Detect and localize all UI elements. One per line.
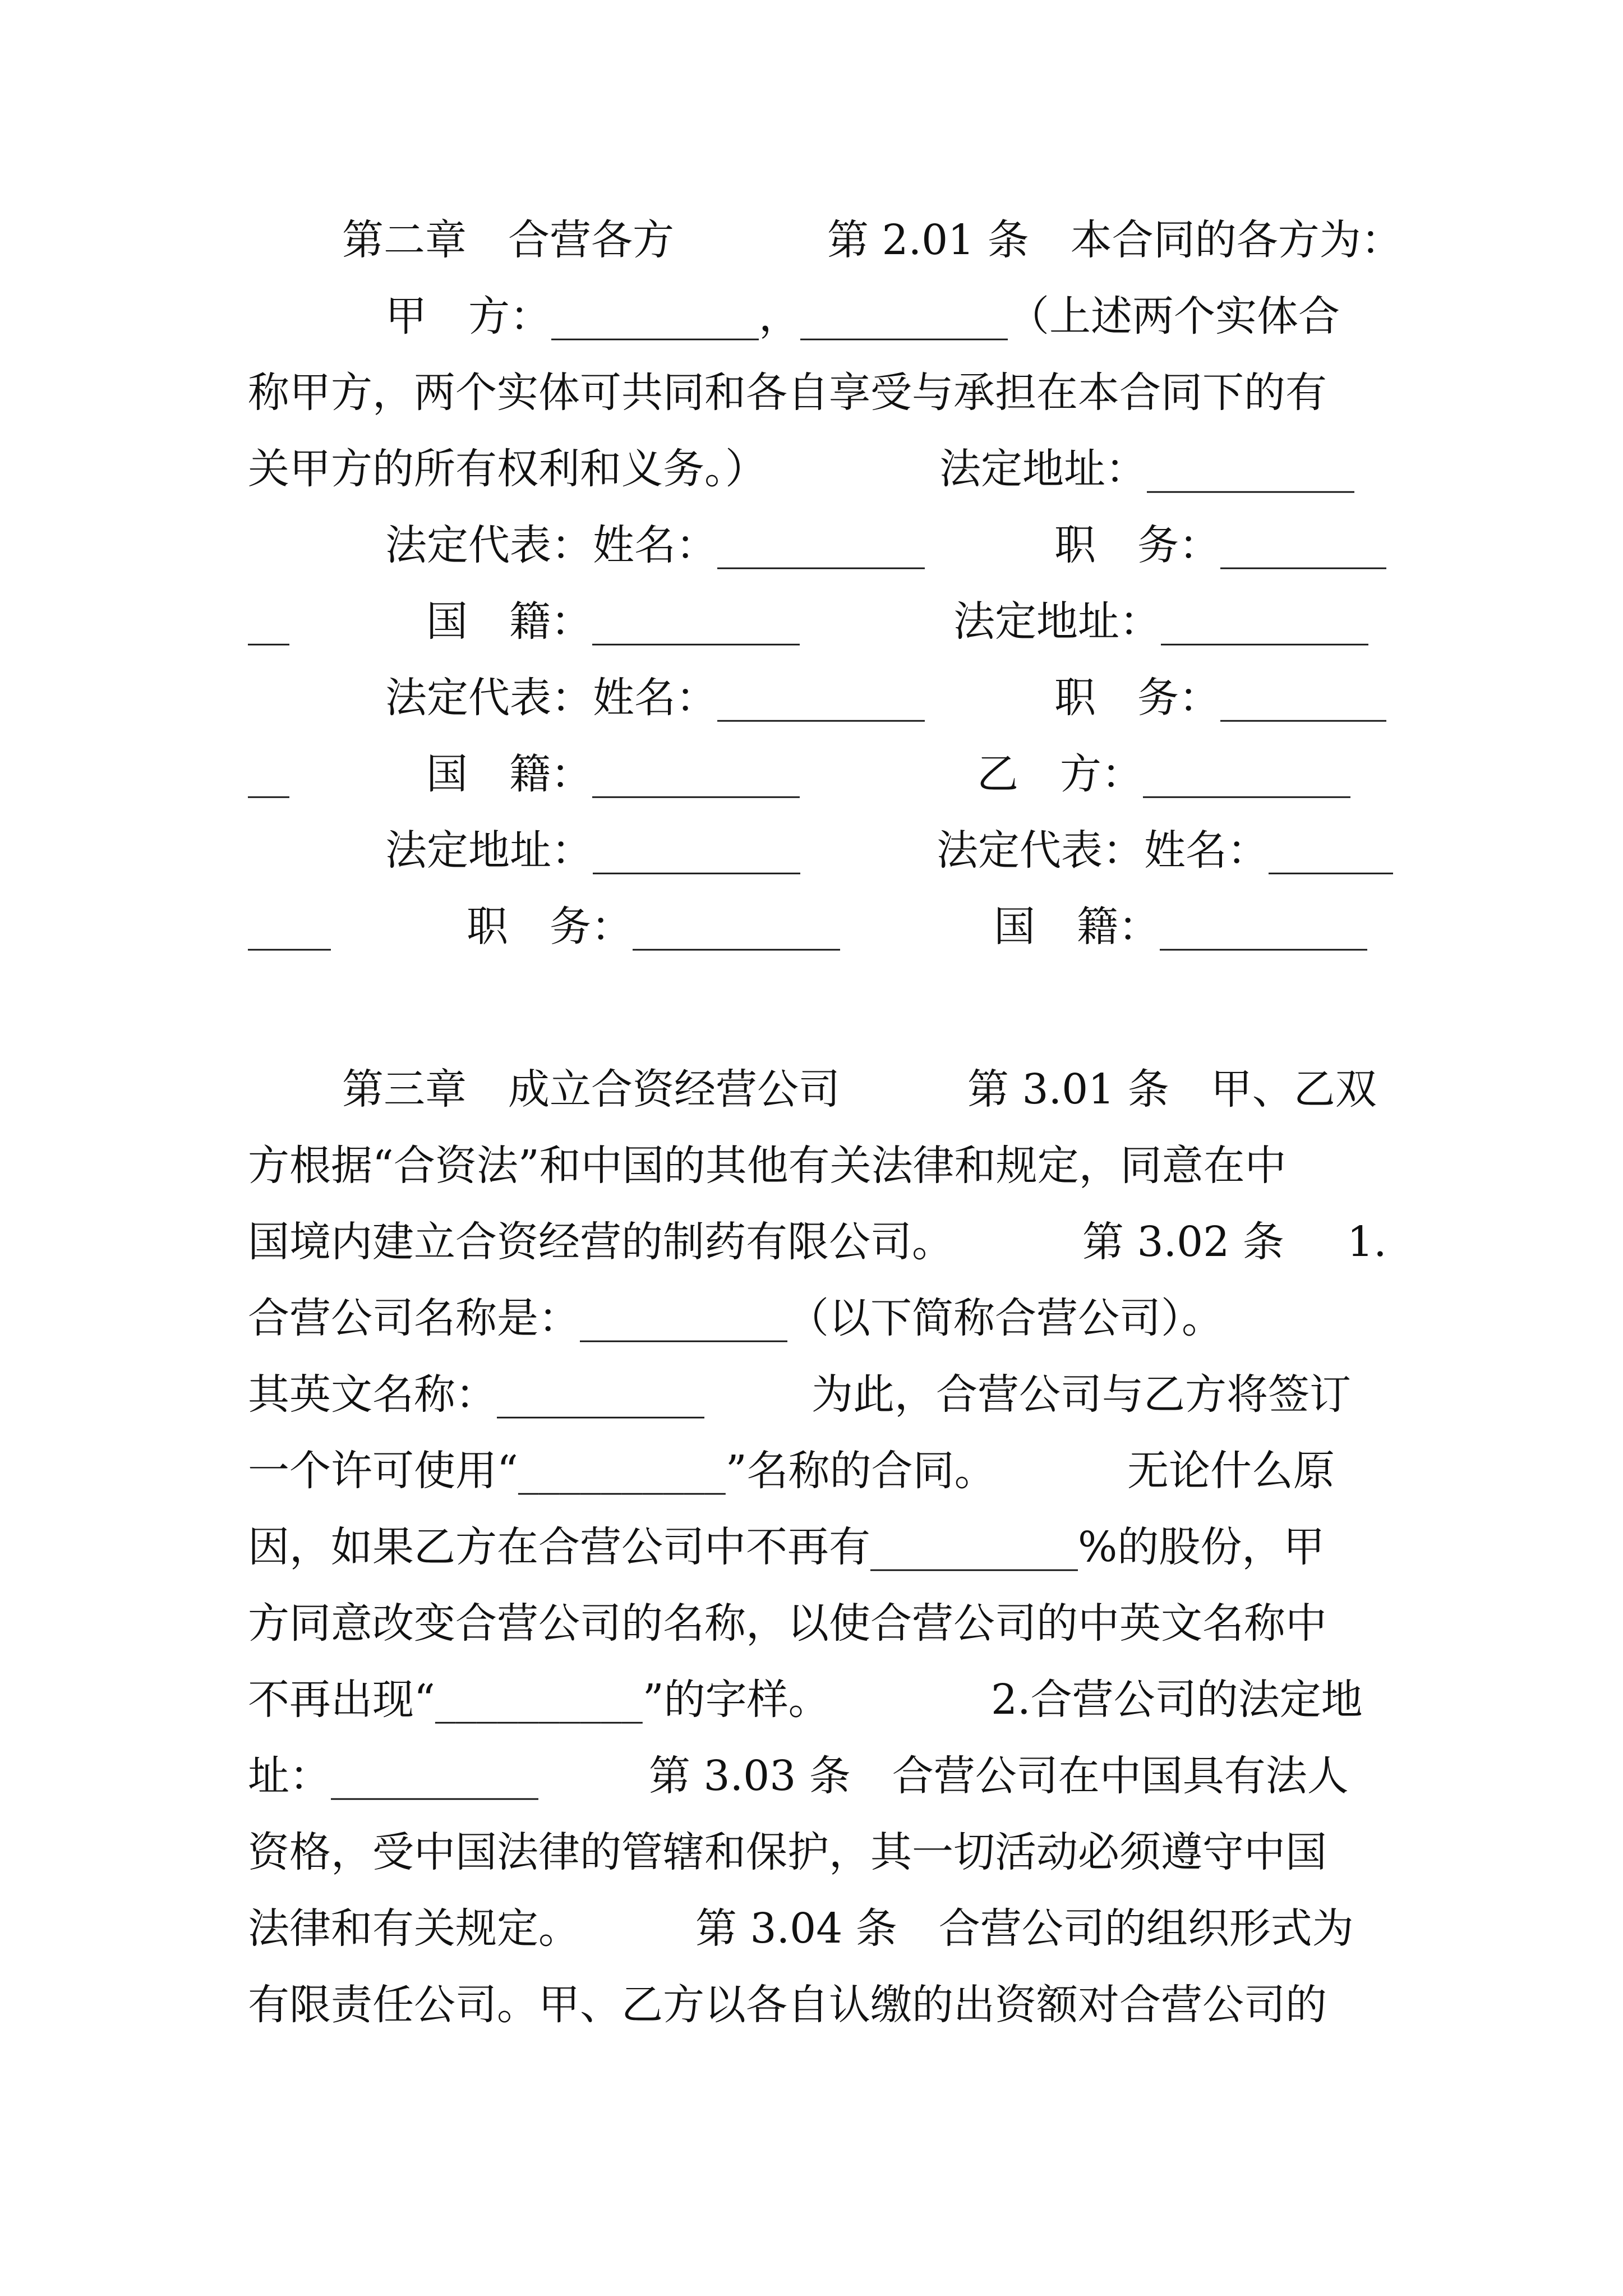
- article-3-02: 第 3.02 条: [1082, 1218, 1284, 1266]
- nationality-field: 国 籍：__________: [994, 903, 1367, 951]
- article-3-01: 第 3.01 条 甲、乙双: [967, 1065, 1377, 1114]
- nationality-field: 国 籍：__________: [426, 597, 800, 646]
- text-line: [248, 1973, 1378, 2036]
- english-name-field: 其英文名称：__________: [248, 1370, 704, 1419]
- party-b-field: 乙 方：__________: [977, 750, 1350, 798]
- blank-continuation: __: [248, 750, 289, 798]
- text-line: [248, 438, 1378, 500]
- text-line: [248, 743, 1378, 806]
- legal-rep-name-field: 法定代表：姓名：__________: [385, 674, 925, 722]
- paragraph-text: 关甲方的所有权利和义务。）: [248, 445, 767, 493]
- text-line: [248, 590, 1378, 653]
- text-line: [248, 285, 1378, 348]
- paragraph-text: 方同意改变合营公司的名称，以使合营公司的中英文名称中: [248, 1599, 1327, 1648]
- nationality-field: 国 籍：__________: [426, 750, 800, 798]
- article-2-01: 第 2.01 条 本合同的各方为：: [827, 216, 1403, 264]
- paragraph-text: 不再出现“__________”的字样。: [248, 1676, 830, 1724]
- text-line: [248, 819, 1393, 882]
- party-a-line: 甲 方：__________，__________（上述两个实体合: [385, 292, 1340, 341]
- text-line: [248, 1439, 1378, 1502]
- paragraph-text: 有限责任公司。甲、乙方以各自认缴的出资额对合营公司的: [248, 1981, 1327, 2029]
- legal-address-field: 法定地址：__________: [953, 597, 1368, 646]
- paragraph-text: 称甲方，两个实体可共同和各自享受与承担在本合同下的有: [248, 369, 1327, 417]
- text-line: [248, 209, 1403, 272]
- paragraph-text: 2.合营公司的法定地: [991, 1676, 1363, 1724]
- paragraph-text: 资格，受中国法律的管辖和保护，其一切活动必须遵守中国: [248, 1828, 1327, 1876]
- item-number: 1.: [1347, 1218, 1387, 1266]
- position-field: 职 务：__________: [467, 903, 840, 951]
- text-line: [248, 1668, 1378, 1731]
- legal-rep-name-field: 法定代表：姓名：__________: [385, 521, 925, 569]
- text-line: [248, 1821, 1378, 1884]
- article-3-03: 第 3.03 条 合营公司在中国具有法人: [649, 1752, 1349, 1800]
- text-line: [248, 1897, 1378, 1960]
- text-line: [248, 1211, 1387, 1273]
- position-field: 职 务：________: [1054, 521, 1386, 569]
- share-percentage-field: 因，如果乙方在合营公司中不再有__________%的股份，甲: [248, 1523, 1325, 1571]
- legal-address-field: 法定地址：__________: [385, 826, 800, 875]
- text-line: [248, 1287, 1378, 1350]
- text-line: [248, 1516, 1378, 1579]
- paragraph-text: 法律和有关规定。: [248, 1904, 580, 1953]
- text-line: [248, 1134, 1378, 1197]
- blank-continuation: __: [248, 597, 289, 646]
- text-line: [248, 666, 1386, 729]
- text-line: [248, 1363, 1378, 1426]
- license-name-field: 一个许可使用“__________”名称的合同。: [248, 1447, 996, 1495]
- blank-continuation: ____: [248, 903, 331, 951]
- text-line: [248, 895, 1378, 958]
- position-field: 职 务：________: [1054, 674, 1386, 722]
- text-line: [248, 514, 1386, 577]
- company-name-field: 合营公司名称是：__________（以下简称合营公司）。: [248, 1294, 1223, 1342]
- chapter-2-heading: 第二章 合营各方: [342, 216, 674, 264]
- paragraph-text: 国境内建立合资经营的制药有限公司。: [248, 1218, 953, 1266]
- article-3-04: 第 3.04 条 合营公司的组织形式为: [695, 1904, 1354, 1953]
- paragraph-text: 为此，合营公司与乙方将签订: [811, 1370, 1351, 1419]
- legal-rep-name-field: 法定代表：姓名：______: [937, 826, 1393, 875]
- chapter-3-heading: 第三章 成立合资经营公司: [342, 1065, 840, 1114]
- company-address-field: 址：__________: [248, 1752, 538, 1800]
- text-line: [248, 361, 1378, 424]
- paragraph-text: 方根据“合资法”和中国的其他有关法律和规定，同意在中: [248, 1142, 1287, 1190]
- text-line: [248, 1058, 1378, 1121]
- text-line: [248, 1745, 1378, 1807]
- legal-address-field: 法定地址：__________: [939, 445, 1354, 493]
- paragraph-text: 无论什么原: [1127, 1447, 1335, 1495]
- text-line: [248, 1592, 1378, 1655]
